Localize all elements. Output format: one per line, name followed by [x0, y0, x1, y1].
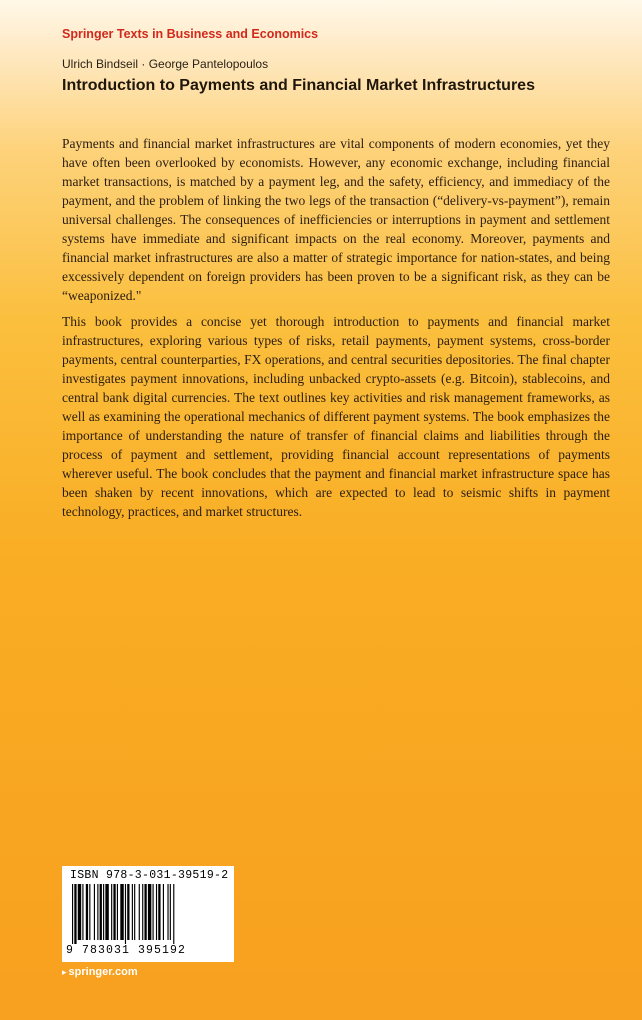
- barcode-box: [62, 866, 234, 962]
- series-name: Springer Texts in Business and Economics: [62, 27, 319, 41]
- book-title: Introduction to Payments and Financial Market Infrastructures: [62, 77, 535, 94]
- blurb-paragraph-1: Payments and financial market infrastructures are vital components of modern economies, yet they have often been overlooked by economists. However, any economic exchange, including financial market transactions, is matched by a payment leg, and the safety, efficiency, and immediacy of the payment, and the problem of linking the two legs of the transaction (“delivery-vs-payment”), remain universal challenges. The consequences of inefficiencies or interruptions in payment and settlement systems have immediate and significant impacts on the real economy. Moreover, payments and financial market infrastructures are also a matter of strategic importance for nation-states, and being excessively dependent on foreign providers has been proven to be a significant risk, as they can be “weaponized.": [62, 136, 610, 303]
- barcode-icon: [72, 884, 224, 944]
- authors: Ulrich Bindseil · George Pantelopoulos: [62, 57, 269, 71]
- arrow-icon: ▸: [62, 967, 67, 977]
- publisher-link[interactable]: [62, 966, 138, 978]
- ean-digits: 9 783031 395192: [66, 944, 187, 957]
- blurb-paragraph-2: This book provides a concise yet thorough introduction to payments and financial market infrastructures, exploring various types of risks, retail payments, payment systems, cross-border payments, central counterparties, FX operations, and central securities depositories. The final chapter investigates payment innovations, including unbacked crypto-assets (e.g. Bitcoin), stablecoins, and central bank digital currencies. The text outlines key activities and risk management frameworks, as well as examining the operational mechanics of different payment systems. The book emphasizes the importance of understanding the nature of transfer of financial claims and liabilities through the process of payment and settlement, providing financial account representations of payments wherever useful. The book concludes that the payment and financial market infrastructure space has been shaken by recent innovations, which are expected to lead to seismic shifts in payment technology, practices, and market structures.: [62, 314, 610, 519]
- publisher-url: springer.com: [68, 966, 138, 978]
- blurb: [62, 134, 610, 528]
- isbn-text: ISBN 978-3-031-39519-2: [70, 869, 229, 882]
